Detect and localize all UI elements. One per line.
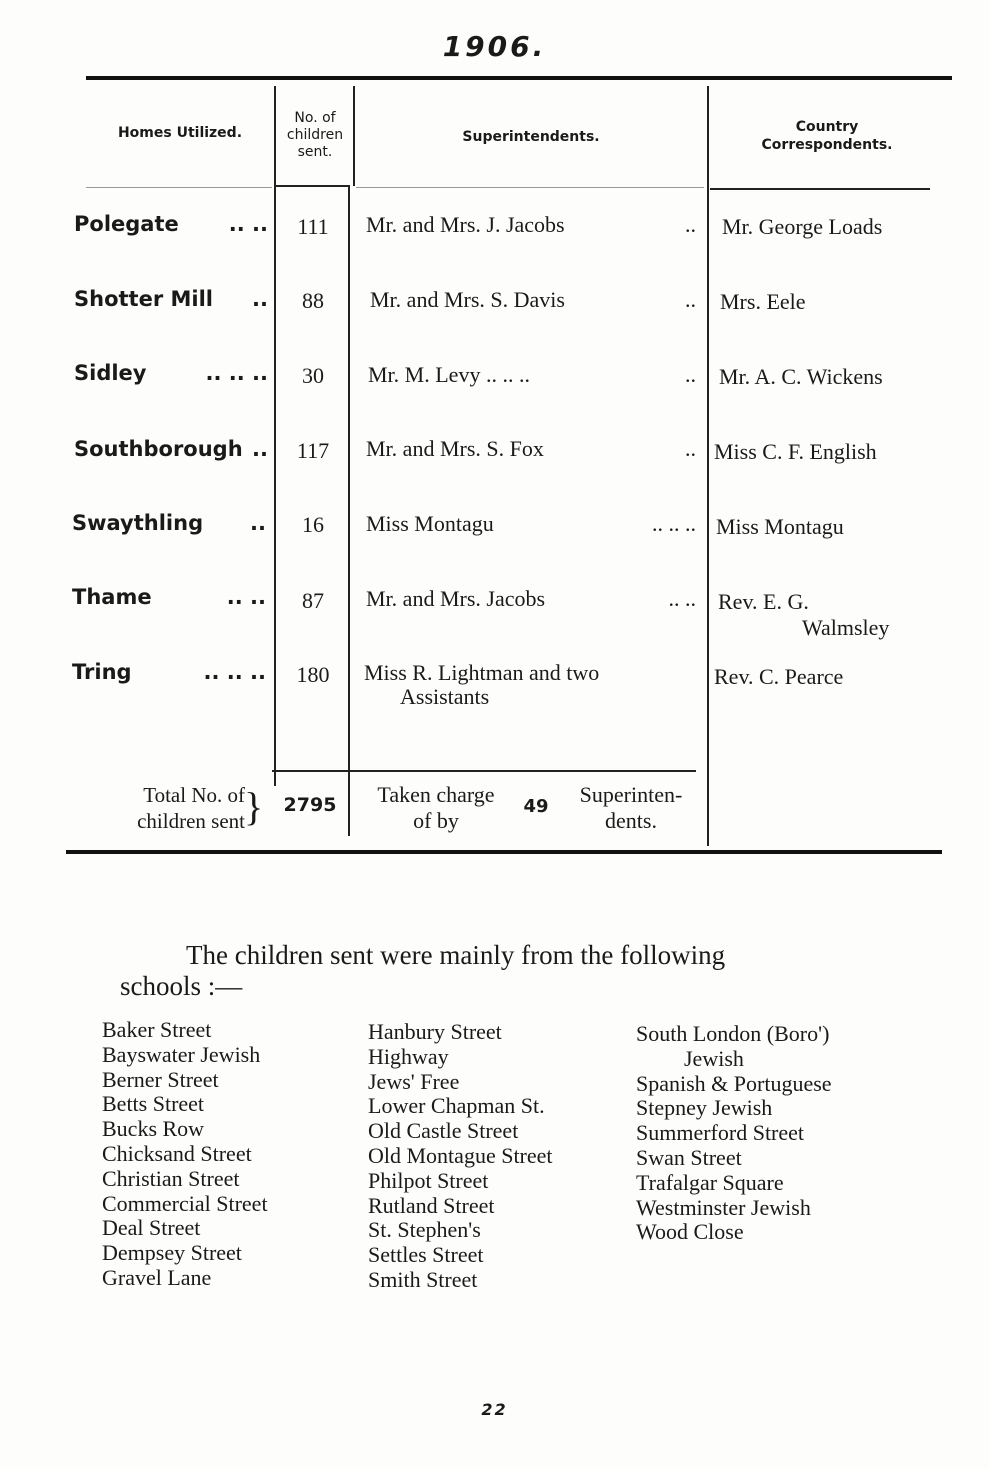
list-item: Old Montague Street (368, 1142, 553, 1168)
table-row-correspondent: Miss C. F. English (714, 439, 877, 464)
schools-intro-cont: schools :— (120, 971, 243, 1001)
header-rule-supt (356, 187, 704, 188)
table-row-correspondent: Rev. E. G. Walmsley (718, 589, 890, 640)
header-rule-corr (710, 188, 930, 190)
schools-column-1 (102, 1018, 362, 1291)
table-row-superintendent: Mr. and Mrs. J. Jacobs .. (366, 212, 696, 237)
list-item: Old Castle Street (368, 1118, 519, 1144)
column-divider-2b (348, 186, 350, 836)
list-item: Gravel Lane (102, 1264, 212, 1290)
list-item: Settles Street (368, 1242, 484, 1268)
column-divider-3 (707, 86, 709, 846)
bottom-rule (66, 850, 942, 854)
list-item: Chicksand Street (102, 1140, 252, 1166)
header-rule-children (276, 185, 350, 187)
list-item: Summerford Street (636, 1120, 805, 1146)
table-row-children: 117 (296, 438, 330, 463)
list-item: Westminster Jewish (636, 1194, 811, 1220)
list-item: Highway (368, 1043, 449, 1069)
table-row-home: Sidley .. .. .. (74, 361, 268, 385)
page-year-heading: 1906. (442, 30, 547, 63)
table-row-children: 88 (302, 288, 324, 313)
list-item: Commercial Street (102, 1190, 268, 1216)
table-row-superintendent: Mr. and Mrs. Jacobs .. .. (366, 586, 696, 611)
schools-column-3 (636, 1022, 936, 1245)
table-row-home: Swaythling .. (72, 511, 266, 535)
table-row-superintendent: Miss R. Lightman and two Assistants (364, 660, 600, 709)
list-item: Lower Chapman St. (368, 1093, 545, 1119)
list-item: Stepney Jewish (636, 1095, 773, 1121)
top-rule (86, 76, 952, 80)
header-homes: Homes Utilized. (117, 125, 243, 141)
schools-intro: The children sent were mainly from the following (186, 940, 726, 970)
list-item: Philpot Street (368, 1167, 489, 1193)
list-item: Berner Street (102, 1066, 219, 1092)
table-row-superintendent: Mr. M. Levy .. .. .. .. (368, 362, 696, 387)
list-item: Trafalgar Square (636, 1169, 784, 1195)
header-rule-homes (86, 187, 272, 188)
total-children-value: 2795 (283, 794, 337, 816)
table-row-correspondent: Mr. A. C. Wickens (719, 364, 883, 389)
list-item: Bayswater Jewish (102, 1041, 261, 1067)
table-row-home: Shotter Mill .. (74, 287, 268, 311)
table-row-home: Southborough .. (74, 437, 268, 461)
list-item: Wood Close (636, 1219, 744, 1245)
table-row-correspondent: Miss Montagu (716, 514, 844, 539)
table-row-children: 16 (302, 512, 324, 537)
schools-column-2 (368, 1020, 628, 1293)
list-item: Spanish & Portuguese (636, 1070, 832, 1096)
total-taken-label: Taken charge of by (377, 782, 495, 833)
table-row-superintendent: Miss Montagu .. .. .. (366, 511, 696, 536)
list-item: Dempsey Street (102, 1240, 242, 1266)
list-item: Smith Street (368, 1266, 478, 1292)
total-superintendents-count: 49 (523, 796, 549, 817)
total-rule (272, 770, 696, 772)
list-item: South London (Boro') (636, 1021, 830, 1046)
list-item: Baker Street (102, 1017, 212, 1042)
column-divider-1 (274, 86, 276, 786)
table-row-children: 87 (302, 588, 324, 613)
table-row-children: 180 (296, 662, 330, 687)
total-label: Total No. of children sent (137, 783, 245, 833)
list-item: St. Stephen's (368, 1217, 481, 1243)
table-row-home: Polegate .. .. (74, 212, 268, 236)
table-row-home: Thame .. .. (72, 585, 266, 609)
table-row-correspondent: Mr. George Loads (722, 214, 883, 239)
list-item: Rutland Street (368, 1192, 495, 1218)
total-superintendents-suffix: Superinten- dents. (579, 782, 683, 833)
table-row-children: 30 (302, 363, 324, 388)
list-item: Jewish (684, 1045, 744, 1071)
total-brace: } (244, 784, 264, 829)
table-row-children: 111 (297, 214, 329, 239)
list-item: Swan Street (636, 1144, 742, 1170)
table-row-correspondent: Mrs. Eele (720, 289, 806, 314)
table-row-home: Tring .. .. .. (72, 660, 266, 684)
list-item: Jews' Free (368, 1068, 460, 1094)
header-superintendents: Superintendents. (462, 129, 600, 145)
page-number: 22 (481, 1400, 508, 1419)
list-item: Deal Street (102, 1215, 201, 1241)
table-row-correspondent: Rev. C. Pearce (714, 664, 844, 689)
list-item: Christian Street (102, 1165, 240, 1191)
list-item: Hanbury Street (368, 1019, 502, 1044)
table-row-superintendent: Mr. and Mrs. S. Fox .. (366, 436, 696, 461)
header-correspondents: Country Correspondents. (761, 119, 893, 153)
list-item: Bucks Row (102, 1116, 205, 1142)
header-children: No. of children sent. (286, 110, 344, 160)
table-row-superintendent: Mr. and Mrs. S. Davis .. (370, 287, 696, 312)
list-item: Betts Street (102, 1091, 205, 1117)
